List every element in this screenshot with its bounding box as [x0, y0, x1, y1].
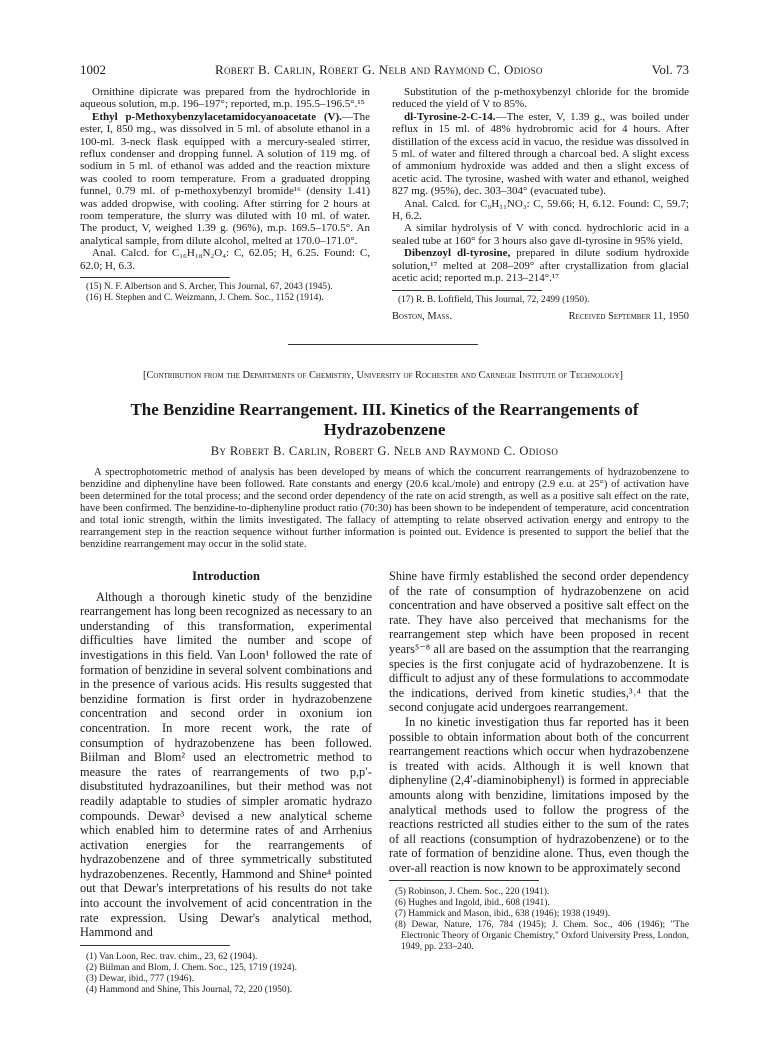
abstract: A spectrophotometric method of analysis has been developed by means of which the concurrent rearrangements of hydrazobenzene to benzidine and diphenyline have been followed. Rate constants and energy (20.6 kcal./mole) and entropy (2.9 e.u. at 25°) of activation have been determined for the total process; and the second order dependency of the rate on acid strength, as well as a positive salt effect on the rate, have been confirmed. The benzidine-to-diphenyline product ratio (70:30) has been shown to be independent of temperature, acid concentration and total ionic strength, within the limits investigated. The fallacy of attempting to relate observed activation energy and entropy to the rearrangement step in the reaction sequence without further information is pointed out. Evidence is presented to support the belief that the benzidine rearrangement may occur in the solid state.	[80, 467, 689, 550]
footnote: (2) Biilman and Blom, J. Chem. Soc., 125, 1719 (1924).	[86, 962, 297, 973]
paragraph: A similar hydrolysis of V with concd. hydrochloric acid in a sealed tube at 160° for 3 hours also gave dl-tyrosine in 95% yield.	[392, 222, 689, 247]
received-date: Received September 11, 1950	[568, 310, 689, 322]
footnote: (17) R. B. Loftfield, This Journal, 72, 2499 (1950).	[398, 294, 590, 305]
paragraph-text: —The ester, V, 1.39 g., was boiled under reflux in 15 ml. of 48% hydrobromic acid for 4 hours. After distillation of the excess acid in vacuo, the residue was dissolved in 5 ml. of water and filtered through a charcoal bed. A slight excess of ammonium hydroxide was added and then a slight excess of acetic acid. The tyrosine, washed with water and ethanol, weighed 827 mg. (95%), dec. 303–304° (evacuated tube).	[392, 110, 689, 198]
paragraph: Substitution of the p-methoxybenzyl chloride for the bromide reduced the yield of V to 85%.	[392, 86, 689, 111]
footnote: (4) Hammond and Shine, This Journal, 72, 220 (1950).	[86, 984, 293, 995]
volume-number: Vol. 73	[651, 62, 689, 77]
compound-heading: Dibenzoyl dl-tyrosine,	[404, 247, 511, 260]
article-divider	[288, 344, 478, 345]
signoff-line	[392, 311, 689, 323]
article-title: The Benzidine Rearrangement. III. Kinetics of the Rearrangements of Hydrazobenzene	[130, 400, 639, 439]
footnote: (16) H. Stephen and C. Weizmann, J. Chem. Soc., 1152 (1914).	[86, 293, 324, 304]
footnote: (5) Robinson, J. Chem. Soc., 220 (1941).	[395, 887, 550, 898]
footnote-rule	[392, 290, 542, 291]
byline-authors: By Robert B. Carlin, Robert G. Nelb and Raymond C. Odioso	[210, 444, 559, 458]
section-heading: Introduction	[192, 569, 260, 583]
compound-heading: Ethyl p-Methoxybenzylacetamidocyanoacetate (V).	[92, 110, 342, 123]
page-number: 1002	[80, 62, 106, 77]
experimental-right-column	[392, 86, 689, 323]
paragraph	[80, 111, 370, 247]
paragraph: Shine have firmly established the second order dependency of the rate of consumption of hydrazobenzene on acid concentration and have observed a positive salt effect on the rate. They have also perceived that mechanisms for the rearrangement step which have been proposed in recent years⁵⁻⁸ all are based on the assumption that the rearranging species is the first conjugate acid of hydrazobenzene. It is difficult to adjust any of these formulations to accommodate the indications, derived from kinetic studies,³˒⁴ that the second conjugate acid undergoes rearrangement.	[389, 569, 689, 715]
analysis-paragraph: Anal. Calcd. for C₁₆H₁₈N₂O₄: C, 62.05; H, 6.25. Found: C, 62.0; H, 6.3.	[80, 247, 370, 272]
footnote: (6) Hughes and Ingold, ibid., 608 (1941).	[395, 898, 550, 909]
footnote: (15) N. F. Albertson and S. Archer, This Journal, 67, 2043 (1945).	[86, 282, 333, 293]
footnote-rule	[80, 945, 230, 946]
compound-heading: dl-Tyrosine-2-C-14.	[404, 110, 496, 123]
byline	[80, 444, 689, 459]
running-head	[80, 62, 689, 80]
paragraph-text: prepared in dilute sodium hydroxide solution,¹⁷ melted at 208–209° after crystallization from glacial acetic acid; reported m.p. 213–214°.¹⁷	[392, 247, 690, 285]
contribution-line: [Contribution from the Departments of Chemistry, University of Rochester and Carnegie Institute of Technology]	[143, 370, 623, 381]
analysis-paragraph: Anal. Calcd. for C₉H₁₁NO₃: C, 59.66; H, 6.12. Found: C, 59.7; H, 6.2.	[392, 197, 689, 223]
running-head-authors: Robert B. Carlin, Robert G. Nelb and Raymond C. Odioso	[214, 62, 543, 77]
footnote: (8) Dewar, Nature, 176, 784 (1945); J. Chem. Soc., 406 (1946); "The Electronic Theory of Organic Chemistry," Oxford University Press, London, 1949, pp. 233–240.	[395, 920, 689, 953]
paragraph-text: —The ester, I, 850 mg., was dissolved in 5 ml. of absolute ethanol in a 100-ml. 3-neck flask equipped with a mercury-sealed stirrer, reflux condenser and dropping funnel. A solution of 119 mg. of sodium in 5 ml. of ethanol was added and the reaction mixture was cooled to room temperature. From a graduated dropping funnel, 0.79 ml. of p-methoxybenzyl bromide¹⁶ (density 1.41) was added dropwise, with cooling. After stirring for 2 hours at room temperature, the slurry was diluted with 10 ml. of water. The product, V, weighed 1.39 g. (96%), m.p. 169.5–170.5°. An analytical sample, from dilute alcohol, melted at 170.0–171.0°.	[80, 110, 370, 247]
footnote: (1) Van Loon, Rec. trav. chim., 23, 62 (1904).	[86, 951, 258, 962]
paragraph: Ornithine dipicrate was prepared from the hydrochloride in aqueous solution, m.p. 196–197°; reported, m.p. 195.5–196.5°.¹⁵	[80, 86, 370, 111]
footnotes-left	[80, 952, 372, 996]
footnote-rule	[80, 277, 230, 278]
intro-left-column	[80, 569, 372, 996]
intro-right-column	[389, 569, 689, 953]
paragraph: Although a thorough kinetic study of the benzidine rearrangement has long been recognized as necessary to an understanding of this transformation, experimental difficulties have limited the number and scope of investigations in this field. Van Loon¹ followed the rate of formation of benzidine in several solvent combinations and in the presence of various acids. His results suggested that benzidine formation is first order in hydrazobenzene concentration and second order in oxonium ion concentration. In more recent work, the rate of consumption of hydrazobenzene has been followed. Biilman and Blom² used an electrometric method to measure the rates of rearrangements of two p,p′-disubstituted hydrazoanilines, but their method was not readily adaptable to studies of simpler aromatic hydrazo compounds. Dewar³ devised a new analytical scheme which enabled him to determine rates of and Arrhenius activation energies for the rearrangements of hydrazobenzene and of three symmetrically substituted hydrazobenzenes. Recently, Hammond and Shine⁴ pointed out that Dewar's interpretations of his results do not take into account the involvement of acid concentration in the rate expression. Using Dewar's analytical method, Hammond and	[80, 589, 372, 940]
paragraph	[392, 247, 689, 284]
experimental-left-column	[80, 86, 370, 304]
footnotes-right	[389, 887, 689, 953]
footnote-rule	[389, 880, 539, 881]
footnote: (7) Hammick and Mason, ibid., 638 (1946); 1938 (1949).	[395, 909, 611, 920]
footnote: (3) Dewar, ibid., 777 (1946).	[86, 973, 194, 984]
paragraph	[392, 111, 689, 198]
location: Boston, Mass.	[392, 310, 453, 322]
paragraph: In no kinetic investigation thus far reported has it been possible to obtain information about both of the concurrent rearrangement reactions which occur when hydrazobenzene is treated with acids. Although it is well known that diphenyline (2,4′-diaminobiphenyl) is formed in appreciable amounts along with benzidine, limitations imposed by the analytical methods used to follow the progress of the reactions restricted all studies either to the sum of the rates of all reactions (consumption of hydrazobenzene) or to the rate of formation of benzidine alone. Thus, even though the over-all reaction is now known to be approximately second	[389, 714, 689, 875]
